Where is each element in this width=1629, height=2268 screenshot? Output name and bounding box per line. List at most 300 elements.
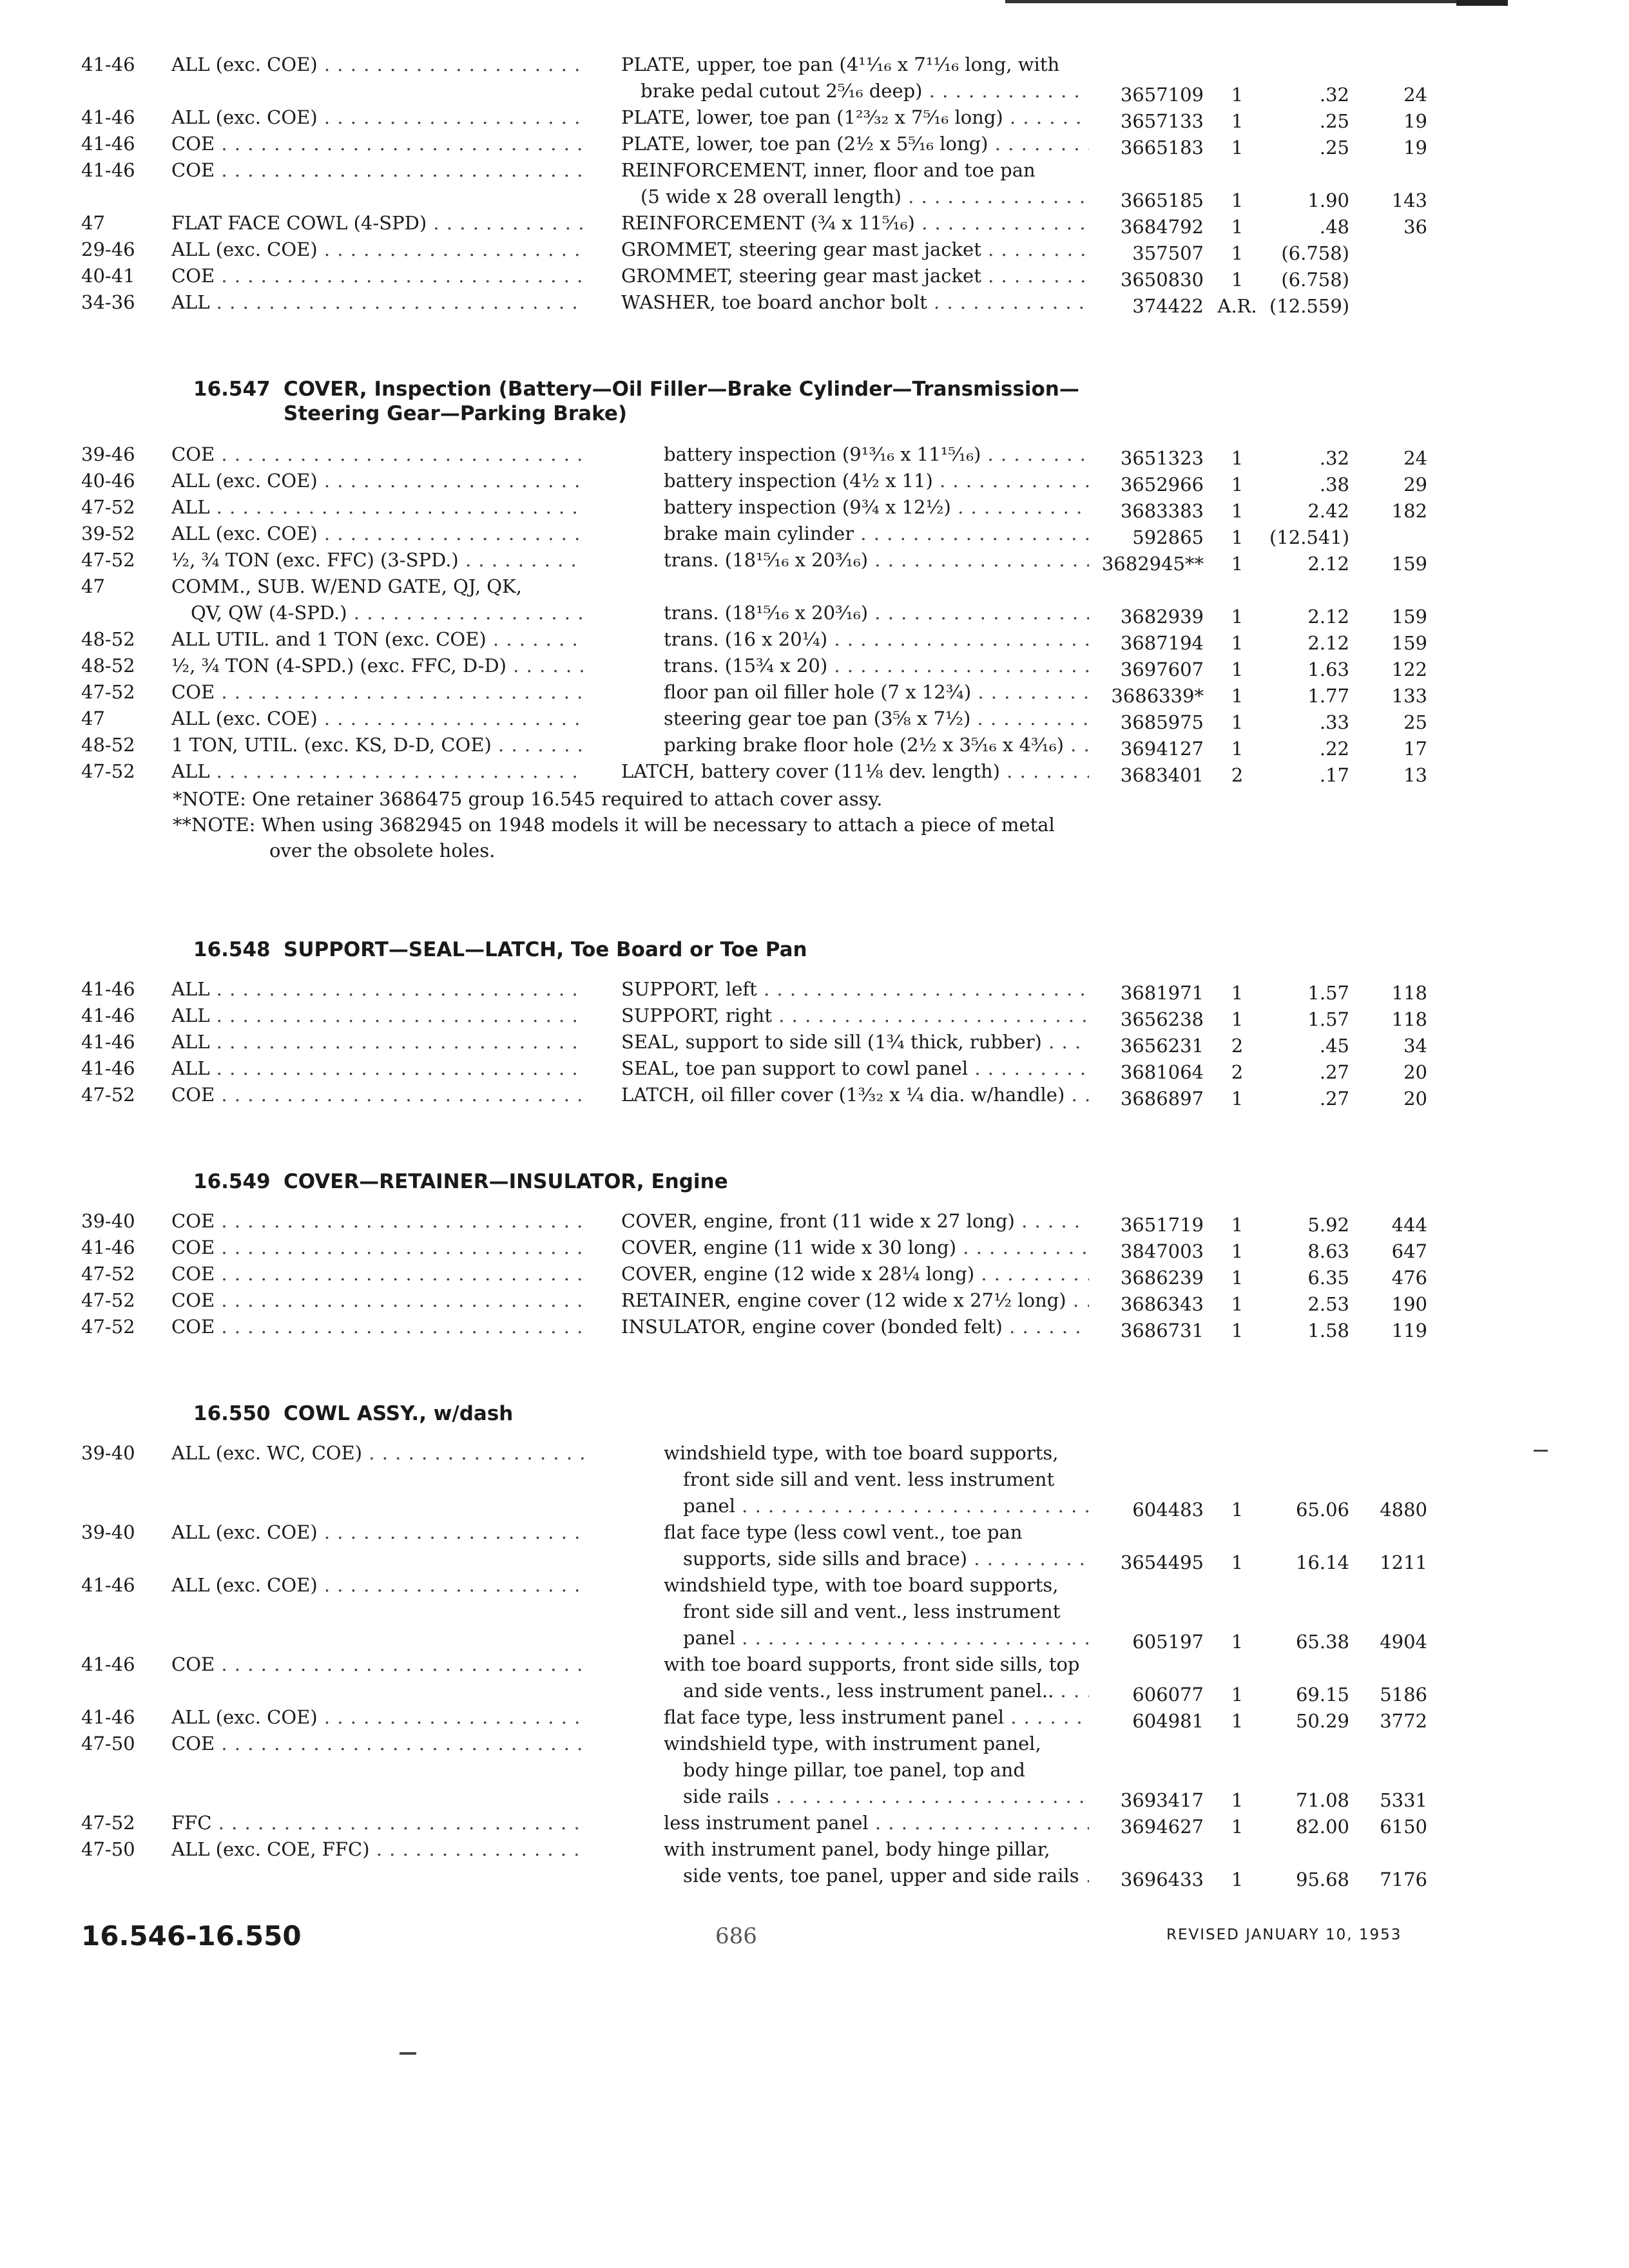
part-number-cell: 3686731	[1120, 1320, 1204, 1341]
quantity-cell: 2	[1231, 764, 1244, 786]
weight-cell: 20	[1403, 1061, 1427, 1083]
weight-cell: 25	[1403, 711, 1427, 733]
weight-cell: 118	[1391, 982, 1427, 1004]
price-cell: 2.12	[1307, 553, 1349, 575]
model-cell	[171, 1836, 584, 1863]
years-cell: 47-52	[81, 681, 135, 703]
description-cell	[621, 104, 1089, 131]
years-cell: 48-52	[81, 734, 135, 756]
description-cell	[664, 1704, 1089, 1731]
footnote-text: One retainer 3686475 group 16.545 required to attach cover assy.	[252, 788, 883, 810]
model-cell	[171, 521, 584, 547]
weight-cell: 19	[1403, 110, 1427, 132]
price-cell: .25	[1319, 110, 1349, 132]
weight-cell: 647	[1391, 1240, 1427, 1262]
weight-cell: 133	[1391, 685, 1427, 707]
description-cell	[664, 626, 1089, 653]
section-title: COVER—RETAINER—INSULATOR, Engine	[284, 1170, 728, 1193]
weight-cell: 24	[1403, 447, 1427, 469]
description-line: trans. (18¹⁵⁄₁₆ x 20³⁄₁₆) . . .	[664, 547, 1089, 573]
model-cell	[171, 1519, 584, 1546]
description-cell	[621, 758, 1089, 785]
description-cell	[621, 1314, 1089, 1340]
model-text: COE . . .	[171, 1208, 584, 1235]
price-cell: 1.57	[1307, 982, 1349, 1004]
margin-mark	[400, 2052, 416, 2055]
description-cell	[664, 1836, 1089, 1889]
model-cell	[171, 976, 584, 1003]
model-cell	[171, 441, 584, 468]
description-line: PLATE, upper, toe pan (4¹¹⁄₁₆ x 7¹¹⁄₁₆ long, with	[621, 53, 1060, 75]
weight-cell: 476	[1391, 1267, 1427, 1289]
model-text: COE . . .	[171, 1651, 584, 1678]
weight-cell: 34	[1403, 1035, 1427, 1057]
years-cell: 41-46	[81, 1653, 135, 1675]
years-cell: 47-52	[81, 1316, 135, 1338]
price-cell: 65.38	[1295, 1631, 1349, 1653]
model-text: ALL (exc. COE, FFC) . . .	[171, 1836, 584, 1863]
description-line: LATCH, oil filler cover (1³⁄₃₂ x ¼ dia. w/handle) . . .	[621, 1082, 1089, 1108]
quantity-cell: 1	[1231, 1499, 1244, 1521]
model-text: 1 TON, UTIL. (exc. KS, D-D, COE) . . .	[171, 732, 584, 758]
part-number-cell: 3685975	[1120, 711, 1204, 733]
description-line: REINFORCEMENT, inner, floor and toe pan	[621, 159, 1036, 181]
model-text: COE . . .	[171, 1314, 584, 1340]
part-number-cell: 3657109	[1120, 84, 1204, 106]
description-line: floor pan oil filler hole (7 x 12¾) . . .	[664, 679, 1089, 706]
weight-cell: 5331	[1380, 1789, 1427, 1811]
model-text: QV, QW (4-SPD.) . . .	[171, 600, 584, 626]
description-cell	[664, 441, 1089, 468]
description-cell	[664, 1572, 1089, 1651]
weight-cell: 20	[1403, 1088, 1427, 1110]
model-cell	[171, 157, 584, 184]
quantity-cell: 1	[1231, 1816, 1244, 1838]
model-cell	[171, 758, 584, 785]
price-cell: 6.35	[1307, 1267, 1349, 1289]
description-line: REINFORCEMENT (¾ x 11⁵⁄₁₆) . . .	[621, 210, 1089, 236]
description-cell	[664, 468, 1089, 494]
model-cell	[171, 289, 584, 316]
model-text: ALL . . .	[171, 289, 584, 316]
price-cell: 1.90	[1307, 189, 1349, 211]
years-cell: 39-52	[81, 523, 135, 544]
description-line: battery inspection (9¾ x 12½) . . .	[664, 494, 1089, 521]
description-line: GROMMET, steering gear mast jacket . . .	[621, 263, 1089, 289]
model-text: COE . . .	[171, 679, 584, 706]
part-number-cell: 3654495	[1120, 1552, 1204, 1573]
model-text: ALL (exc. COE) . . .	[171, 1519, 584, 1546]
part-number-cell: 606077	[1132, 1684, 1204, 1706]
description-line: flat face type (less cowl vent., toe pan	[664, 1521, 1023, 1543]
weight-cell: 13	[1403, 764, 1427, 786]
top-rule-mark	[1456, 0, 1508, 6]
price-cell: 5.92	[1307, 1214, 1349, 1236]
weight-cell: 3772	[1380, 1710, 1427, 1732]
quantity-cell: 1	[1231, 269, 1244, 291]
description-line: COVER, engine (12 wide x 28¼ long) . . .	[621, 1261, 1089, 1287]
part-number-cell: 3656238	[1120, 1008, 1204, 1030]
model-cell	[171, 1440, 584, 1466]
years-cell: 39-46	[81, 443, 135, 465]
section-title-cont: Steering Gear—Parking Brake)	[284, 402, 628, 425]
price-cell: (6.758)	[1281, 242, 1349, 264]
model-text: COE . . .	[171, 1287, 584, 1314]
part-number-cell: 592865	[1132, 526, 1204, 548]
weight-cell: 444	[1391, 1214, 1427, 1236]
years-cell: 41-46	[81, 1031, 135, 1053]
weight-cell: 19	[1403, 137, 1427, 159]
quantity-cell: 1	[1231, 1293, 1244, 1315]
quantity-cell: 1	[1231, 110, 1244, 132]
price-cell: 71.08	[1295, 1789, 1349, 1811]
description-cell	[664, 573, 1089, 626]
weight-cell: 182	[1391, 500, 1427, 522]
description-line: COVER, engine (11 wide x 30 long) . . .	[621, 1235, 1089, 1261]
model-cell	[171, 236, 584, 263]
description-cell	[664, 1731, 1089, 1810]
quantity-cell: 1	[1231, 1240, 1244, 1262]
description-line: LATCH, battery cover (11⅛ dev. length) . . .	[621, 758, 1089, 785]
model-cell	[171, 1651, 584, 1678]
description-cell	[621, 1208, 1089, 1235]
section-number: 16.550	[193, 1402, 271, 1425]
description-line: COVER, engine, front (11 wide x 27 long) . . .	[621, 1208, 1089, 1235]
model-cell	[171, 1810, 584, 1836]
quantity-cell: 1	[1231, 242, 1244, 264]
weight-cell: 7176	[1380, 1869, 1427, 1890]
quantity-cell: 1	[1231, 1552, 1244, 1573]
years-cell: 41-46	[81, 1236, 135, 1258]
model-text: COE . . .	[171, 263, 584, 289]
description-line: SUPPORT, left . . .	[621, 976, 1089, 1003]
years-cell: 40-41	[81, 265, 135, 287]
model-cell	[171, 1235, 584, 1261]
years-cell: 47-52	[81, 1263, 135, 1285]
weight-cell: 4880	[1380, 1499, 1427, 1521]
section-number: 16.549	[193, 1170, 271, 1193]
model-text: COE . . .	[171, 1731, 584, 1757]
part-number-cell: 3681971	[1120, 982, 1204, 1004]
model-text: ALL UTIL. and 1 TON (exc. COE) . . .	[171, 626, 584, 653]
model-cell	[171, 573, 584, 626]
description-line: (5 wide x 28 overall length) . . .	[621, 184, 1089, 210]
description-cell	[621, 1055, 1089, 1082]
description-cell	[621, 1287, 1089, 1314]
price-cell: 95.68	[1295, 1869, 1349, 1890]
footer-group-range: 16.546-16.550	[81, 1920, 302, 1952]
section-title: SUPPORT—SEAL—LATCH, Toe Board or Toe Pan	[284, 938, 807, 961]
footnote	[173, 812, 1055, 863]
model-cell	[171, 1572, 584, 1599]
years-cell: 48-52	[81, 655, 135, 677]
description-cell	[621, 976, 1089, 1003]
quantity-cell: 1	[1231, 982, 1244, 1004]
years-cell: 47	[81, 212, 105, 234]
price-cell: .33	[1319, 711, 1349, 733]
price-cell: 8.63	[1307, 1240, 1349, 1262]
part-number-cell: 357507	[1132, 242, 1204, 264]
price-cell: 1.58	[1307, 1320, 1349, 1341]
footer-page-number: 686	[715, 1923, 757, 1949]
part-number-cell: 604483	[1132, 1499, 1204, 1521]
footer-revised-date: REVISED JANUARY 10, 1953	[1166, 1927, 1402, 1943]
years-cell: 47-50	[81, 1733, 135, 1754]
quantity-cell: 1	[1231, 474, 1244, 495]
description-line: WASHER, toe board anchor bolt . . .	[621, 289, 1089, 316]
quantity-cell: 1	[1231, 1214, 1244, 1236]
model-text: COE . . .	[171, 1235, 584, 1261]
description-cell	[664, 521, 1089, 547]
model-cell	[171, 263, 584, 289]
model-text: ALL (exc. COE) . . .	[171, 236, 584, 263]
part-number-cell: 3681064	[1120, 1061, 1204, 1083]
part-number-cell: 3684792	[1120, 216, 1204, 238]
quantity-cell: 1	[1231, 738, 1244, 760]
description-cell	[621, 289, 1089, 316]
model-text: COE . . .	[171, 1261, 584, 1287]
price-cell: .32	[1319, 447, 1349, 469]
top-rule	[1005, 0, 1508, 3]
part-number-cell: 3656231	[1120, 1035, 1204, 1057]
description-line: trans. (16 x 20¼) . . .	[664, 626, 1089, 653]
price-cell: (12.541)	[1269, 526, 1350, 548]
quantity-cell: 1	[1231, 216, 1244, 238]
part-number-cell: 3682939	[1120, 606, 1204, 628]
part-number-cell: 3683383	[1120, 500, 1204, 522]
years-cell: 47-52	[81, 1084, 135, 1106]
part-number-cell: 3694127	[1120, 738, 1204, 760]
price-cell: .32	[1319, 84, 1349, 106]
weight-cell: 122	[1391, 658, 1427, 680]
years-cell: 39-40	[81, 1210, 135, 1232]
years-cell: 41-46	[81, 159, 135, 181]
description-line: SEAL, toe pan support to cowl panel . . .	[621, 1055, 1089, 1082]
model-text: ALL (exc. COE) . . .	[171, 52, 584, 78]
model-text: ALL (exc. WC, COE) . . .	[171, 1440, 584, 1466]
model-cell	[171, 1055, 584, 1082]
model-text: ALL (exc. COE) . . .	[171, 468, 584, 494]
model-text: ALL (exc. COE) . . .	[171, 1704, 584, 1731]
model-cell	[171, 653, 584, 679]
description-cell	[621, 1029, 1089, 1055]
description-cell	[621, 1003, 1089, 1029]
part-number-cell: 3651323	[1120, 447, 1204, 469]
part-number-cell: 3651719	[1120, 1214, 1204, 1236]
quantity-cell: 1	[1231, 711, 1244, 733]
part-number-cell: 3686339*	[1111, 685, 1204, 707]
part-number-cell: 3686239	[1120, 1267, 1204, 1289]
weight-cell: 159	[1391, 606, 1427, 628]
price-cell: 2.12	[1307, 606, 1349, 628]
model-cell	[171, 679, 584, 706]
model-cell	[171, 1287, 584, 1314]
quantity-cell: 1	[1231, 1631, 1244, 1653]
description-line	[664, 573, 1089, 600]
model-cell	[171, 1261, 584, 1287]
description-cell	[621, 1082, 1089, 1108]
quantity-cell: 1	[1231, 632, 1244, 654]
description-line: GROMMET, steering gear mast jacket . . .	[621, 236, 1089, 263]
weight-cell: 36	[1403, 216, 1427, 238]
quantity-cell: 1	[1231, 553, 1244, 575]
footnote-text-cont: over the obsolete holes.	[269, 840, 496, 861]
description-line: body hinge pillar, toe panel, top and	[683, 1759, 1025, 1781]
quantity-cell: 1	[1231, 500, 1244, 522]
margin-mark	[1534, 1450, 1548, 1452]
model-text: ALL (exc. COE) . . .	[171, 521, 584, 547]
price-cell: 16.14	[1295, 1552, 1349, 1573]
part-number-cell: 3693417	[1120, 1789, 1204, 1811]
model-cell	[171, 547, 584, 573]
quantity-cell: 1	[1231, 1869, 1244, 1890]
part-number-cell: 3686897	[1120, 1088, 1204, 1110]
description-cell	[621, 236, 1089, 263]
quantity-cell: 2	[1231, 1035, 1244, 1057]
quantity-cell: 1	[1231, 658, 1244, 680]
description-line: SEAL, support to side sill (1¾ thick, rubber) . . .	[621, 1029, 1089, 1055]
years-cell: 39-40	[81, 1442, 135, 1464]
part-number-cell: 3657133	[1120, 110, 1204, 132]
description-cell	[621, 157, 1089, 210]
price-cell: 65.06	[1295, 1499, 1349, 1521]
model-cell	[171, 626, 584, 653]
weight-cell: 5186	[1380, 1684, 1427, 1706]
price-cell: .22	[1319, 738, 1349, 760]
weight-cell: 29	[1403, 474, 1427, 495]
years-cell: 41-46	[81, 1004, 135, 1026]
model-text: ALL (exc. COE) . . .	[171, 104, 584, 131]
weight-cell: 159	[1391, 632, 1427, 654]
price-cell: 2.53	[1307, 1293, 1349, 1315]
years-cell: 47	[81, 707, 105, 729]
weight-cell: 190	[1391, 1293, 1427, 1315]
description-cell	[621, 52, 1089, 104]
price-cell: .27	[1319, 1061, 1349, 1083]
description-line: battery inspection (9¹³⁄₁₆ x 11¹⁵⁄₁₆) . . .	[664, 441, 1089, 468]
description-cell	[664, 732, 1089, 758]
quantity-cell: 1	[1231, 1267, 1244, 1289]
price-cell: .45	[1319, 1035, 1349, 1057]
price-cell: .27	[1319, 1088, 1349, 1110]
description-line: and side vents., less instrument panel.. . . .	[664, 1678, 1089, 1704]
model-cell	[171, 1704, 584, 1731]
description-line: front side sill and vent., less instrument	[683, 1600, 1061, 1622]
model-cell	[171, 52, 584, 78]
description-line: brake pedal cutout 2⁵⁄₁₆ deep) . . .	[621, 78, 1089, 104]
description-cell	[664, 653, 1089, 679]
part-number-cell: 3665183	[1120, 137, 1204, 159]
part-number-cell: 374422	[1132, 295, 1204, 317]
model-cell	[171, 1314, 584, 1340]
part-number-cell: 604981	[1132, 1710, 1204, 1732]
years-cell: 41-46	[81, 978, 135, 1000]
section-heading	[193, 1401, 513, 1426]
model-text: COE . . .	[171, 131, 584, 157]
description-line: INSULATOR, engine cover (bonded felt) . . .	[621, 1314, 1089, 1340]
model-text: COMM., SUB. W/END GATE, QJ, QK,	[171, 575, 522, 597]
quantity-cell: 1	[1231, 685, 1244, 707]
description-line: battery inspection (4½ x 11) . . .	[664, 468, 1089, 494]
description-cell	[621, 210, 1089, 236]
weight-cell: 118	[1391, 1008, 1427, 1030]
model-text: COE . . .	[171, 157, 584, 184]
years-cell: 39-40	[81, 1521, 135, 1543]
part-number-cell: 605197	[1132, 1631, 1204, 1653]
weight-cell: 17	[1403, 738, 1427, 760]
description-line: windshield type, with instrument panel,	[664, 1733, 1041, 1754]
model-text: FLAT FACE COWL (4-SPD) . . .	[171, 210, 584, 236]
part-number-cell: 3682945**	[1101, 553, 1204, 575]
quantity-cell: 1	[1231, 447, 1244, 469]
price-cell: .38	[1319, 474, 1349, 495]
part-number-cell: 3683401	[1120, 764, 1204, 786]
model-text: COE . . .	[171, 1082, 584, 1108]
model-text: ½, ¾ TON (4-SPD.) (exc. FFC, D-D) . . .	[171, 653, 584, 679]
years-cell: 47-52	[81, 1289, 135, 1311]
price-cell: 2.12	[1307, 632, 1349, 654]
description-cell	[664, 1519, 1089, 1572]
years-cell: 40-46	[81, 470, 135, 492]
model-cell	[171, 1029, 584, 1055]
model-cell	[171, 104, 584, 131]
description-line: with toe board supports, front side sills, top	[664, 1653, 1080, 1675]
model-cell	[171, 732, 584, 758]
footnote-label: *NOTE:	[173, 788, 246, 810]
part-number-cell: 3652966	[1120, 474, 1204, 495]
price-cell: 1.63	[1307, 658, 1349, 680]
price-cell: 69.15	[1295, 1684, 1349, 1706]
description-line: trans. (15¾ x 20) . . .	[664, 653, 1089, 679]
model-cell	[171, 210, 584, 236]
model-text: ALL . . .	[171, 1055, 584, 1082]
price-cell: (12.559)	[1269, 295, 1350, 317]
part-number-cell: 3697607	[1120, 658, 1204, 680]
description-line: SUPPORT, right . . .	[621, 1003, 1089, 1029]
part-number-cell: 3665185	[1120, 189, 1204, 211]
description-cell	[664, 1651, 1089, 1704]
description-cell	[664, 1440, 1089, 1519]
model-cell	[171, 1208, 584, 1235]
description-cell	[621, 1261, 1089, 1287]
model-text: ALL . . .	[171, 1029, 584, 1055]
years-cell: 41-46	[81, 1574, 135, 1596]
model-text: ALL . . .	[171, 1003, 584, 1029]
years-cell: 34-36	[81, 291, 135, 313]
section-heading	[193, 377, 1079, 426]
description-line: panel . . .	[664, 1493, 1089, 1519]
section-heading	[193, 1169, 728, 1194]
section-number: 16.547	[193, 378, 271, 401]
quantity-cell: A.R.	[1217, 295, 1257, 317]
price-cell: .25	[1319, 137, 1349, 159]
section-number: 16.548	[193, 938, 271, 961]
years-cell: 47-52	[81, 760, 135, 782]
description-cell	[664, 679, 1089, 706]
quantity-cell: 1	[1231, 1008, 1244, 1030]
description-cell	[621, 1235, 1089, 1261]
weight-cell: 24	[1403, 84, 1427, 106]
price-cell: 1.57	[1307, 1008, 1349, 1030]
model-cell	[171, 706, 584, 732]
quantity-cell: 1	[1231, 189, 1244, 211]
quantity-cell: 1	[1231, 1684, 1244, 1706]
description-line: RETAINER, engine cover (12 wide x 27½ long) . . .	[621, 1287, 1089, 1314]
years-cell: 41-46	[81, 53, 135, 75]
years-cell: 29-46	[81, 238, 135, 260]
price-cell: .48	[1319, 216, 1349, 238]
footnote-text: When using 3682945 on 1948 models it will be necessary to attach a piece of metal	[261, 814, 1055, 836]
